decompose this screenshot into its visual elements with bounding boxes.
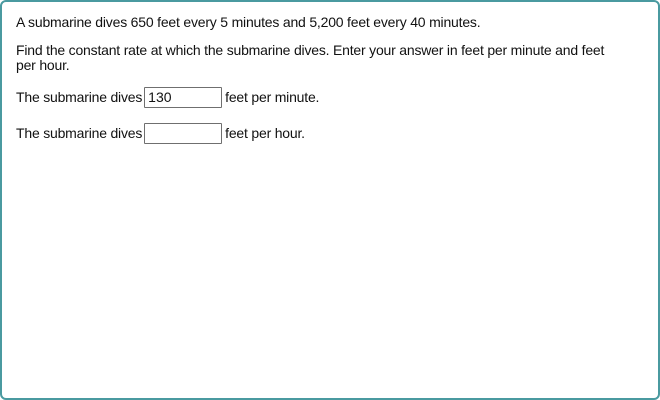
answer-unit-label: feet per hour. [225, 125, 305, 141]
feet-per-hour-input[interactable] [144, 123, 222, 144]
answer-prefix-label: The submarine dives [16, 125, 143, 141]
answer-row-per-minute [16, 86, 616, 108]
answer-row-per-hour [16, 122, 616, 144]
problem-statement: A submarine dives 650 feet every 5 minutes and 5,200 feet every 40 minutes. [16, 14, 481, 30]
answer-unit-label: feet per minute. [225, 89, 320, 105]
problem-instructions: Find the constant rate at which the submarine dives. Enter your answer in feet per minute and feet per hour. [16, 42, 605, 73]
answer-prefix-label: The submarine dives [16, 89, 143, 105]
question-content [16, 14, 616, 144]
feet-per-minute-input[interactable] [144, 87, 222, 108]
